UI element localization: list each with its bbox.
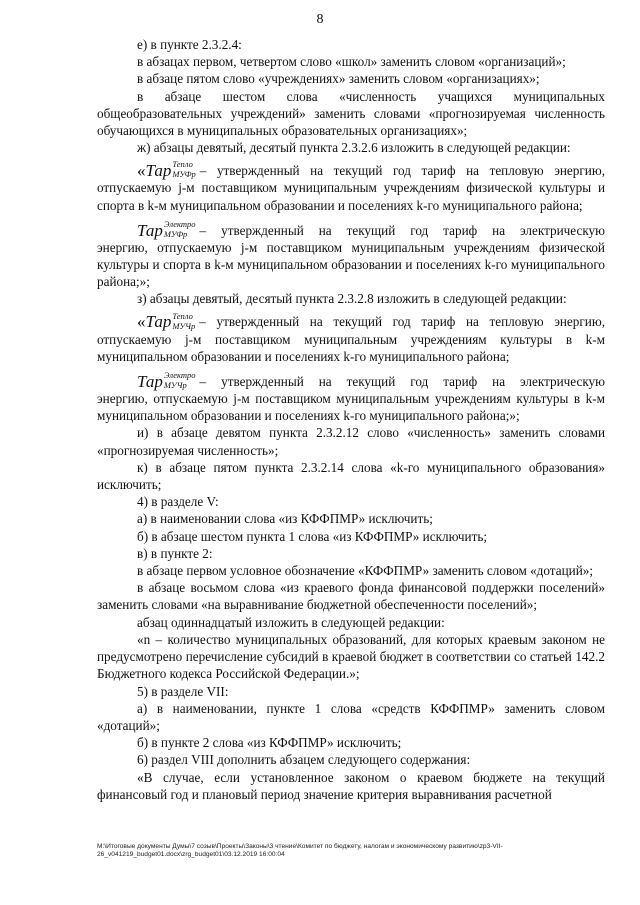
formula-symbol: « Тар Тепло МУФр — [137, 159, 196, 181]
formula-description: – утвержденный на текущий год тариф на тепловую энергию, — [199, 314, 605, 330]
paragraph-list — [97, 424, 605, 802]
paragraph: б) в пункте 2 слова «из КФФПМР» исключить; — [137, 735, 402, 751]
paragraph: а) в наименовании, пункте 1 слова «средств КФФПМР» заменить словом «дотаций»; — [97, 700, 605, 733]
formula-continuation: энергию, отпускаемую j-м поставщиком муниципальным учреждениям культуры в k-м муниципальном образовании и поселениях k-го муниципального района;»; — [97, 391, 605, 424]
file-path-footer: М:\Итоговые документы Думы\7 созыв\Проекты\Законы\3 чтение\Комитет по бюджету, налогам и экономическому развитию\zp3-VII-26_v041219_budget01.docx\zrg_budget01\03.12.2019 16:00:04 — [97, 843, 503, 859]
paragraph: «В случае, если установленное законом о краевом бюджете на текущий финансовый год и плановый период значение критерия выравнивания расчетной — [97, 769, 605, 802]
paragraph: в абзаце восьмом слова «из краевого фонда финансовой поддержки поселений» заменить словами «на выравнивание бюджетной обеспеченности поселений»; — [97, 580, 605, 613]
formula-description: – утвержденный на текущий год тариф на электрическую — [199, 222, 605, 238]
paragraph: в абзаце первом условное обозначение «КФФПМР» заменить словом «дотаций»; — [137, 563, 594, 579]
formula-definition — [97, 159, 605, 213]
paragraph: б) в абзаце шестом пункта 1 слова «из КФФПМР» исключить; — [137, 528, 488, 544]
formula-continuation: отпускаемую j-м поставщиком муниципальным учреждениям культуры в k-м муниципальном образовании и поселениях k-го муниципального района; — [97, 331, 605, 364]
document-body — [97, 36, 605, 803]
paragraph: 6) раздел VIII дополнить абзацем следующего содержания: — [137, 752, 471, 768]
paragraph: в абзаце пятом слово «учреждениях» заменить словом «организациях»; — [137, 71, 540, 87]
formula-continuation: отпускаемую j-м поставщиком муниципальным учреждениям физической культуры и спорта в k-м муниципальном образовании и поселениях k-го муниципального района; — [97, 180, 605, 213]
paragraph: з) абзацы девятый, десятый пункта 2.3.2.8 изложить в следующей редакции: — [137, 291, 567, 307]
paragraph: к) в абзаце пятом пункта 2.3.2.14 слова «k-го муниципального образования» исключить; — [97, 459, 605, 493]
paragraph: абзац одиннадцатый изложить в следующей редакции: — [137, 614, 445, 630]
formula-symbol: « Тар Тепло МУЧр — [137, 310, 196, 332]
formula-description: – утвержденный на текущий год тариф на тепловую энергию, — [199, 163, 605, 179]
paragraph: и) в абзаце девятом пункта 2.3.2.12 слово «численность» заменить словами «прогнозируемая численность»; — [97, 425, 605, 458]
paragraph: е) в пункте 2.3.2.4: — [137, 37, 242, 52]
paragraph: в абзацах первом, четвертом слово «школ» заменить словом «организаций»; — [137, 54, 566, 70]
formula-definition — [97, 219, 605, 291]
formula-symbol: Тар Электро МУЧр — [137, 370, 196, 391]
paragraph: 4) в разделе V: — [137, 494, 219, 510]
paragraph: «n – количество муниципальных образований, для которых краевым законом не предусмотрено перечисление субсидий в краевой бюджет в соответствии со статьей 142.2 Бюджетного кодекса Российской Федерации.»; — [97, 631, 605, 682]
paragraph: в абзаце шестом слова «численность учащихся муниципальных общеобразовательных учреждений» заменить словами «прогнозируемая численность обучающихся в муниципальных образовательных организациях»; — [97, 88, 605, 139]
formula-continuation: энергию, отпускаемую j-м поставщиком муниципальным учреждениям физической культуры и спорта в k-м муниципальном образовании и поселениях k-го муниципального района;»; — [97, 239, 605, 290]
page-number: 8 — [316, 12, 324, 27]
paragraph: а) в наименовании слова «из КФФПМР» исключить; — [137, 511, 433, 527]
formula-definition — [97, 311, 605, 365]
paragraph: ж) абзацы девятый, десятый пункта 2.3.2.6 изложить в следующей редакции: — [137, 140, 571, 156]
formula-symbol: Тар Электро МУФр — [137, 218, 196, 240]
paragraph: 5) в разделе VII: — [137, 683, 229, 699]
paragraph: в) в пункте 2: — [137, 545, 213, 561]
formula-description: – утвержденный на текущий год тариф на электрическую — [199, 373, 605, 389]
formula-definition — [97, 370, 605, 424]
